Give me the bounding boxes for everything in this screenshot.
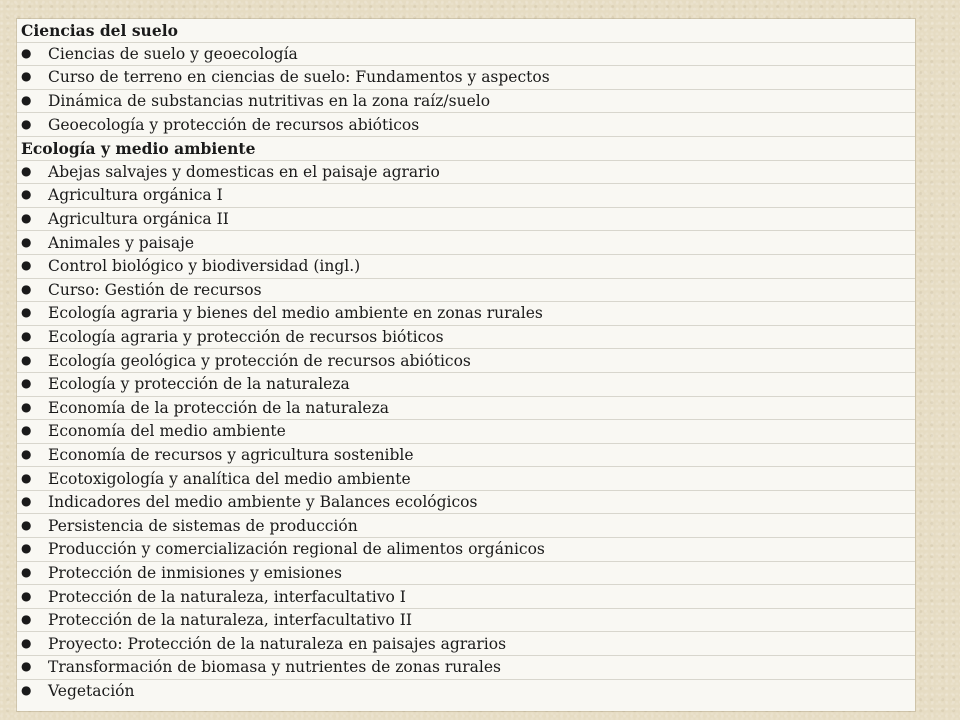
list-item-label: Ecología agraria y protección de recursos bióticos [48, 328, 444, 347]
list-item-label: Dinámica de substancias nutritivas en la zona raíz/suelo [48, 92, 491, 111]
bullet-icon: ● [21, 423, 32, 438]
bullet-icon: ● [21, 541, 32, 556]
list-item-label: Ecología geológica y protección de recursos abióticos [48, 351, 471, 370]
list-item-label: Curso: Gestión de recursos [48, 280, 262, 299]
list-item [17, 444, 915, 468]
list-item [17, 491, 915, 515]
bullet-icon: ● [21, 211, 32, 226]
list-item [17, 538, 915, 562]
list-item-label: Agricultura orgánica I [48, 186, 223, 205]
list-item [17, 326, 915, 350]
bullet-icon: ● [21, 329, 32, 344]
list-item [17, 279, 915, 303]
section-title: Ecología y medio ambiente [21, 138, 256, 158]
list-item-label: Protección de la naturaleza, interfacultativo II [48, 611, 413, 630]
list-item [17, 609, 915, 633]
bullet-icon: ● [21, 281, 32, 296]
bullet-icon: ● [21, 187, 32, 202]
list-item-label: Control biológico y biodiversidad (ingl.) [48, 257, 361, 276]
bullet-icon: ● [21, 588, 32, 603]
list-item-label: Transformación de biomasa y nutrientes de zonas rurales [48, 658, 501, 677]
list-item [17, 231, 915, 255]
list-item [17, 161, 915, 185]
list-item [17, 632, 915, 656]
list-item-label: Ciencias de suelo y geoecología [48, 44, 298, 63]
bullet-icon: ● [21, 470, 32, 485]
bullet-icon: ● [21, 635, 32, 650]
bullet-icon: ● [21, 258, 32, 273]
section-header-ciencias-del-suelo [17, 19, 915, 43]
list-item-label: Agricultura orgánica II [48, 210, 229, 229]
list-item [17, 585, 915, 609]
list-item-label: Economía del medio ambiente [48, 422, 286, 441]
bullet-icon: ● [21, 116, 32, 131]
bullet-icon: ● [21, 494, 32, 509]
list-item-label: Economía de recursos y agricultura sostenible [48, 445, 414, 464]
list-item-label: Persistencia de sistemas de producción [48, 516, 358, 535]
list-item [17, 467, 915, 491]
list-item-label: Animales y paisaje [48, 233, 195, 252]
bullet-icon: ● [21, 612, 32, 627]
list-item [17, 302, 915, 326]
bullet-icon: ● [21, 163, 32, 178]
bullet-icon: ● [21, 69, 32, 84]
list-item-label: Producción y comercialización regional de alimentos orgánicos [48, 540, 545, 559]
bullet-icon: ● [21, 446, 32, 461]
list-item [17, 562, 915, 586]
list-item [17, 184, 915, 208]
list-item-label: Protección de la naturaleza, interfacultativo I [48, 587, 406, 606]
list-item [17, 208, 915, 232]
list-item [17, 420, 915, 444]
list-item-label: Proyecto: Protección de la naturaleza en paisajes agrarios [48, 634, 507, 653]
bullet-icon: ● [21, 93, 32, 108]
bullet-icon: ● [21, 683, 32, 698]
list-item [17, 349, 915, 373]
list-item-label: Protección de inmisiones y emisiones [48, 563, 342, 582]
list-item [17, 397, 915, 421]
bullet-icon: ● [21, 352, 32, 367]
bullet-icon: ● [21, 517, 32, 532]
bullet-icon: ● [21, 399, 32, 414]
list-item [17, 680, 915, 704]
list-item [17, 373, 915, 397]
list-item [17, 255, 915, 279]
course-list-table [17, 19, 915, 711]
list-item-label: Indicadores del medio ambiente y Balances ecológicos [48, 493, 478, 512]
list-item-label: Abejas salvajes y domesticas en el paisaje agrario [48, 162, 440, 181]
section-title: Ciencias del suelo [21, 20, 178, 40]
bullet-icon: ● [21, 659, 32, 674]
bullet-icon: ● [21, 305, 32, 320]
list-item-label: Ecología y protección de la naturaleza [48, 375, 350, 394]
bullet-icon: ● [21, 45, 32, 60]
list-item-label: Geoecología y protección de recursos abióticos [48, 115, 420, 134]
list-item-label: Economía de la protección de la naturaleza [48, 398, 390, 417]
list-item [17, 656, 915, 680]
list-item-label: Curso de terreno en ciencias de suelo: Fundamentos y aspectos [48, 68, 550, 87]
list-item-label: Vegetación [48, 682, 135, 701]
list-item-label: Ecotoxigología y analítica del medio ambiente [48, 469, 411, 488]
list-item [17, 113, 915, 137]
list-item [17, 66, 915, 90]
list-item [17, 514, 915, 538]
bullet-icon: ● [21, 376, 32, 391]
section-header-ecologia-y-medio-ambiente [17, 137, 915, 161]
list-item-label: Ecología agraria y bienes del medio ambiente en zonas rurales [48, 304, 543, 323]
bullet-icon: ● [21, 564, 32, 579]
list-item [17, 43, 915, 67]
bullet-icon: ● [21, 234, 32, 249]
list-item [17, 90, 915, 114]
